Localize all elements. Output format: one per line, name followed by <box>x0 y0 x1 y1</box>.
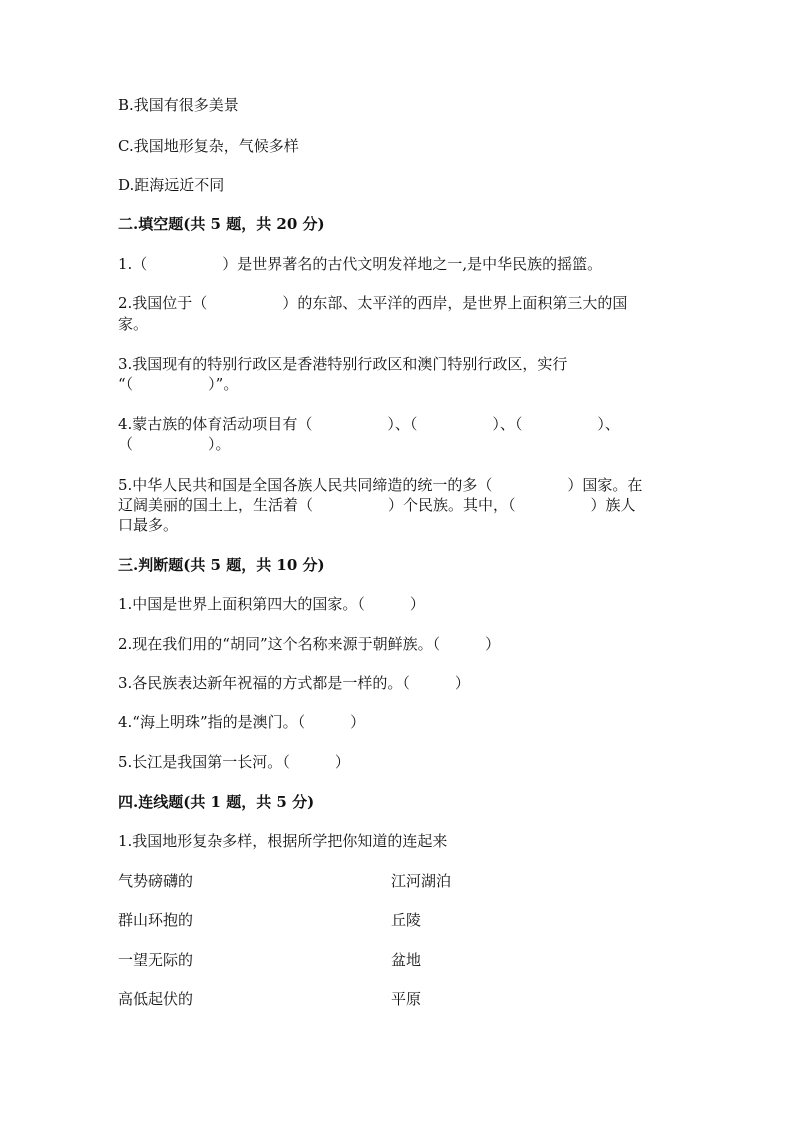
matching-heading: 四.连线题(共 1 题，共 5 分) <box>118 793 315 811</box>
match-left-item: 一望无际的 <box>118 951 194 969</box>
match-left-item: 群山环抱的 <box>118 911 194 929</box>
match-left-item: 气势磅礴的 <box>118 872 194 890</box>
judge-q2: 2.现在我们用的“胡同”这个名称来源于朝鲜族。（ ） <box>118 635 501 653</box>
judge-q3: 3.各民族表达新年祝福的方式都是一样的。（ ） <box>118 674 470 692</box>
option-d: D.距海远近不同 <box>118 176 225 194</box>
judge-heading: 三.判断题(共 5 题，共 10 分) <box>118 556 325 574</box>
match-right-item: 平原 <box>391 990 422 1008</box>
fill-q3-line1: 3.我国现有的特别行政区是香港特别行政区和澳门特别行政区，实行 <box>118 355 568 373</box>
fill-q5-line1: 5.中华人民共和国是全国各族人民共同缔造的统一的多（ ）国家。在 <box>118 476 643 494</box>
judge-q4: 4.“海上明珠”指的是澳门。（ ） <box>118 713 366 731</box>
fill-q5-line3: 口最多。 <box>118 516 179 534</box>
fill-q2-line2: 家。 <box>118 315 149 333</box>
match-right-item: 盆地 <box>391 951 422 969</box>
fill-q2-line1: 2.我国位于（ ）的东部、太平洋的西岸，是世界上面积第三大的国 <box>118 294 628 312</box>
option-c: C.我国地形复杂，气候多样 <box>118 137 299 155</box>
judge-q5: 5.长江是我国第一长河。（ ） <box>118 753 350 771</box>
fill-q4-line1: 4.蒙古族的体育活动项目有（ ）、（ ）、（ ）、 <box>118 415 620 433</box>
fill-q1: 1.（ ）是世界著名的古代文明发祥地之一,是中华民族的摇篮。 <box>118 255 603 273</box>
fill-q3-line2: “（ ）”。 <box>118 375 239 393</box>
matching-q1: 1.我国地形复杂多样，根据所学把你知道的连起来 <box>118 832 448 850</box>
fill-blank-heading: 二.填空题(共 5 题，共 20 分) <box>118 215 325 233</box>
match-right-item: 丘陵 <box>391 911 422 929</box>
match-right-item: 江河湖泊 <box>391 872 452 890</box>
option-b: B.我国有很多美景 <box>118 96 239 114</box>
judge-q1: 1.中国是世界上面积第四大的国家。（ ） <box>118 595 425 613</box>
fill-q5-line2: 辽阔美丽的国土上，生活着（ ）个民族。其中，（ ）族人 <box>118 496 636 514</box>
fill-q4-line2: （ ）。 <box>118 435 231 453</box>
match-left-item: 高低起伏的 <box>118 990 194 1008</box>
